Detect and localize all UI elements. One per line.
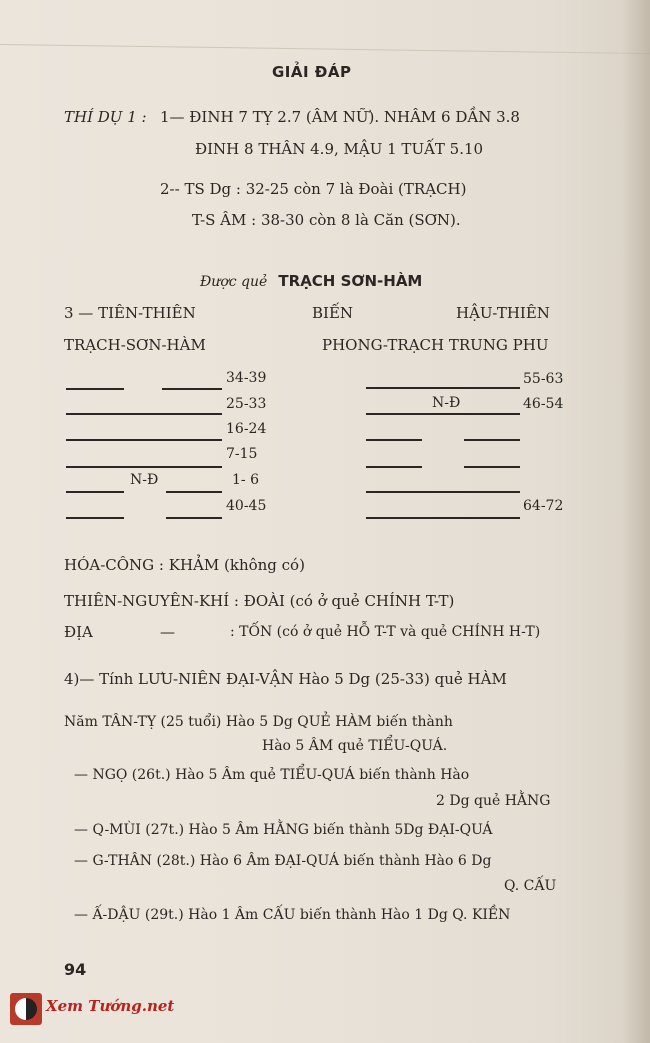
example-line-2: ĐINH 8 THÂN 4.9, MẬU 1 TUẤT 5.10 <box>195 140 484 158</box>
hexagram-line-solid <box>366 517 520 519</box>
note-dia-label: ĐỊA <box>64 623 93 641</box>
step4-line-2a: — NGỌ (26t.) Hào 5 Âm quẻ TIỂU-QUÁ biến thành Hào <box>74 767 470 783</box>
page-spine-shadow <box>622 0 650 1043</box>
note-hoa-cong: HÓA-CÔNG : KHẢM (không có) <box>64 556 305 574</box>
step4-line-1b: Hào 5 ÂM quẻ TIỂU-QUÁ. <box>262 738 448 754</box>
step4-line-1a: Năm TÂN-TỴ (25 tuổi) Hào 5 Dg QUẺ HÀM biến thành <box>64 714 453 730</box>
age-range: 46-54 <box>523 396 564 412</box>
page-number: 94 <box>64 960 87 979</box>
example-line-4: T-S ÂM : 38-30 còn 8 là Căn (SƠN). <box>192 211 461 229</box>
step4-line-3: — Q-MÙI (27t.) Hào 5 Âm HẰNG biến thành 5Dg ĐẠI-QUÁ <box>74 822 493 838</box>
result-name: TRẠCH SƠN-HÀM <box>278 272 423 290</box>
note-dia-text: : TỐN (có ở quẻ HỖ T-T và quẻ CHÍNH H-T) <box>230 624 541 640</box>
hexagram-line-broken-left <box>66 517 124 519</box>
watermark-text: Xem Tướng.net <box>46 997 175 1015</box>
example-line-3: 2-- TS Dg : 32-25 còn 7 là Đoài (TRẠCH) <box>160 180 467 198</box>
col-left-title: 3 — TIÊN-THIÊN <box>64 304 196 322</box>
hexagram-line-broken-right <box>162 388 222 390</box>
page-fold-line <box>0 44 650 54</box>
age-range: 1- 6 <box>232 472 259 488</box>
example-line-1: 1— ĐINH 7 TỴ 2.7 (ÂM NỮ). NHÂM 6 DẦN 3.8 <box>160 108 520 126</box>
note-dia-dash: — <box>160 623 175 641</box>
result-prefix: Được quẻ <box>200 274 268 290</box>
example-label: THÍ DỤ 1 : <box>64 108 147 126</box>
hexagram-line-solid <box>66 439 222 441</box>
hexagram-line-broken-right <box>464 466 520 468</box>
age-range: 55-63 <box>523 371 564 387</box>
col-mid-sub: PHONG-TRẠCH TRUNG PHU <box>322 336 549 354</box>
marker-nd-right: N-Đ <box>432 395 461 411</box>
step4-line-4a: — G-THÂN (28t.) Hào 6 Âm ĐẠI-QUÁ biến thành Hào 6 Dg <box>74 853 492 869</box>
age-range: 7-15 <box>226 446 258 462</box>
hexagram-line-solid <box>366 413 520 415</box>
age-range: 34-39 <box>226 370 267 386</box>
hexagram-line-solid <box>366 387 520 389</box>
age-range: 25-33 <box>226 396 267 412</box>
step4-line-5: — Ấ-DẬU (29t.) Hào 1 Âm CẤU biến thành Hào 1 Dg Q. KIỀN <box>74 907 511 923</box>
yin-yang-icon <box>10 993 42 1025</box>
hexagram-line-broken-left <box>66 491 124 493</box>
age-range: 16-24 <box>226 421 267 437</box>
hexagram-line-broken-left <box>66 388 124 390</box>
hexagram-line-broken-right <box>464 439 520 441</box>
yin-yang-symbol <box>15 998 37 1020</box>
step4-line-4b: Q. CẤU <box>504 878 557 894</box>
hexagram-line-solid <box>66 413 222 415</box>
hexagram-line-solid <box>366 491 520 493</box>
age-range: 40-45 <box>226 498 267 514</box>
age-range: 64-72 <box>523 498 564 514</box>
note-thien-nguyen-khi: THIÊN-NGUYÊN-KHÍ : ĐOÀI (có ở quẻ CHÍNH T-T) <box>64 592 455 610</box>
marker-nd-left: N-Đ <box>130 472 159 488</box>
result-heading <box>200 271 422 290</box>
hexagram-line-broken-left <box>366 466 422 468</box>
col-left-sub: TRẠCH-SƠN-HÀM <box>64 336 206 354</box>
page-title: GIẢI ĐÁP <box>272 63 352 81</box>
col-mid-title: BIẾN <box>312 304 354 322</box>
hexagram-line-broken-right <box>166 517 222 519</box>
step4-intro: 4)— Tính LƯU-NIÊN ĐẠI-VẬN Hào 5 Dg (25-33) quẻ HÀM <box>64 670 507 688</box>
hexagram-line-solid <box>66 466 222 468</box>
step4-line-2b: 2 Dg quẻ HẰNG <box>436 793 551 809</box>
hexagram-line-broken-right <box>166 491 222 493</box>
col-right-title: HẬU-THIÊN <box>456 304 550 322</box>
hexagram-line-broken-left <box>366 439 422 441</box>
